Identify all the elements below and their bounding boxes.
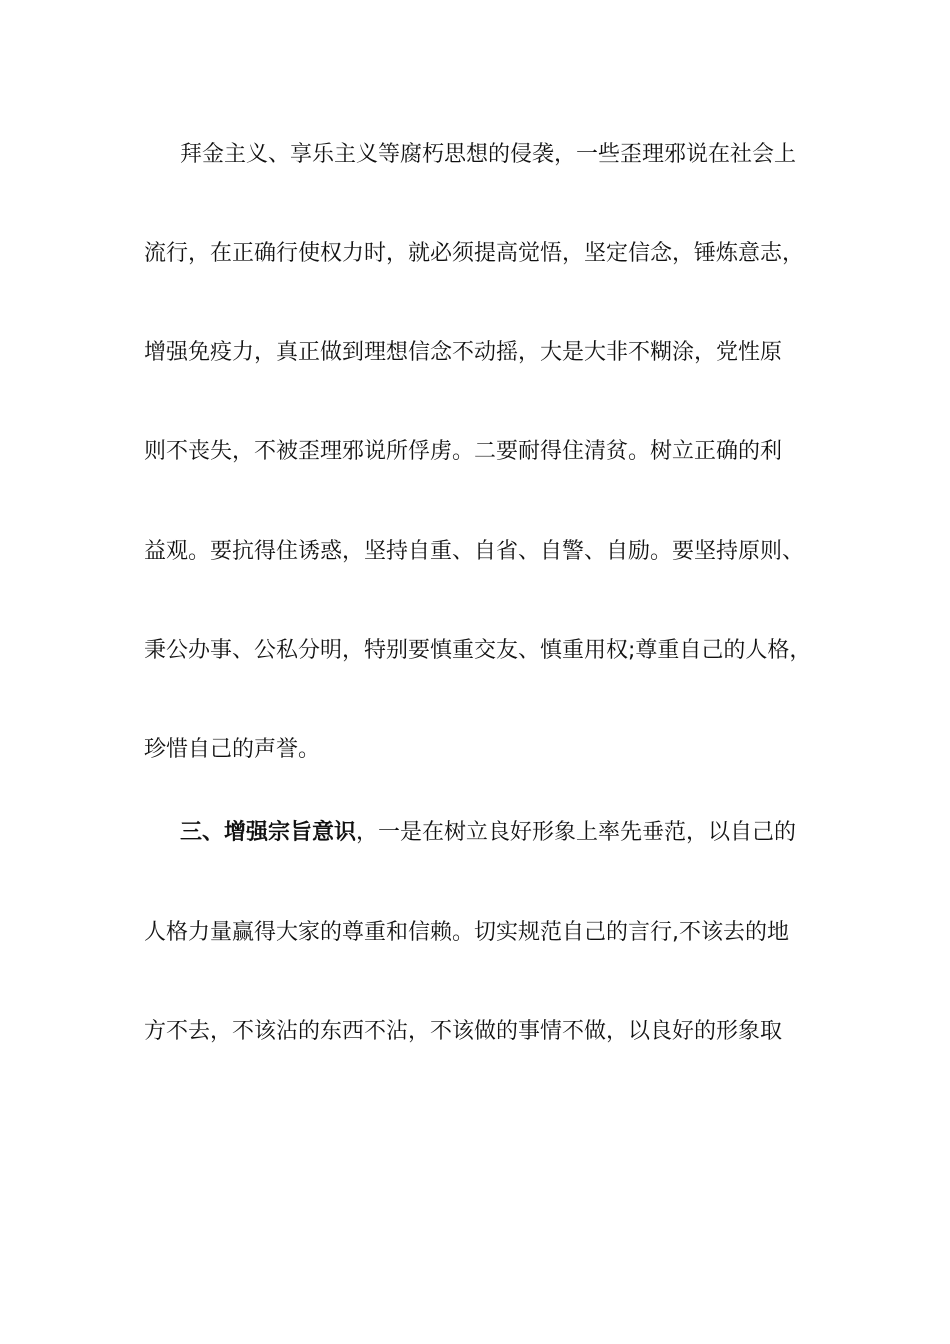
paragraph1-line-5: 益观。要抗得住诱惑，坚持自重、自省、自警、自励。要坚持原则、 <box>144 539 805 564</box>
paragraph1-line-7: 珍惜自己的声誉。 <box>144 737 321 762</box>
section-heading: 三、增强宗旨意识 <box>180 820 357 845</box>
paragraph2-line-2: 人格力量赢得大家的尊重和信赖。切实规范自己的言行,不该去的地 <box>144 920 789 945</box>
paragraph2-line-1 <box>180 818 796 848</box>
paragraph2-line-3: 方不去，不该沾的东西不沾，不该做的事情不做，以良好的形象取 <box>144 1019 783 1044</box>
paragraph1-line-3: 增强免疫力，真正做到理想信念不动摇，大是大非不糊涂，党性原 <box>144 340 783 365</box>
paragraph1-line-6: 秉公办事、公私分明，特别要慎重交友、慎重用权;尊重自己的人格， <box>144 638 812 663</box>
paragraph2-line-1-text: ，一是在树立良好形象上率先垂范，以自己的 <box>356 820 797 845</box>
paragraph1-line-4: 则不丧失，不被歪理邪说所俘虏。二要耐得住清贫。树立正确的利 <box>144 439 783 464</box>
paragraph1-line-2: 流行，在正确行使权力时，就必须提高觉悟，坚定信念，锤炼意志， <box>144 241 805 266</box>
paragraph1-line-1: 拜金主义、享乐主义等腐朽思想的侵袭，一些歪理邪说在社会上 <box>180 142 797 167</box>
